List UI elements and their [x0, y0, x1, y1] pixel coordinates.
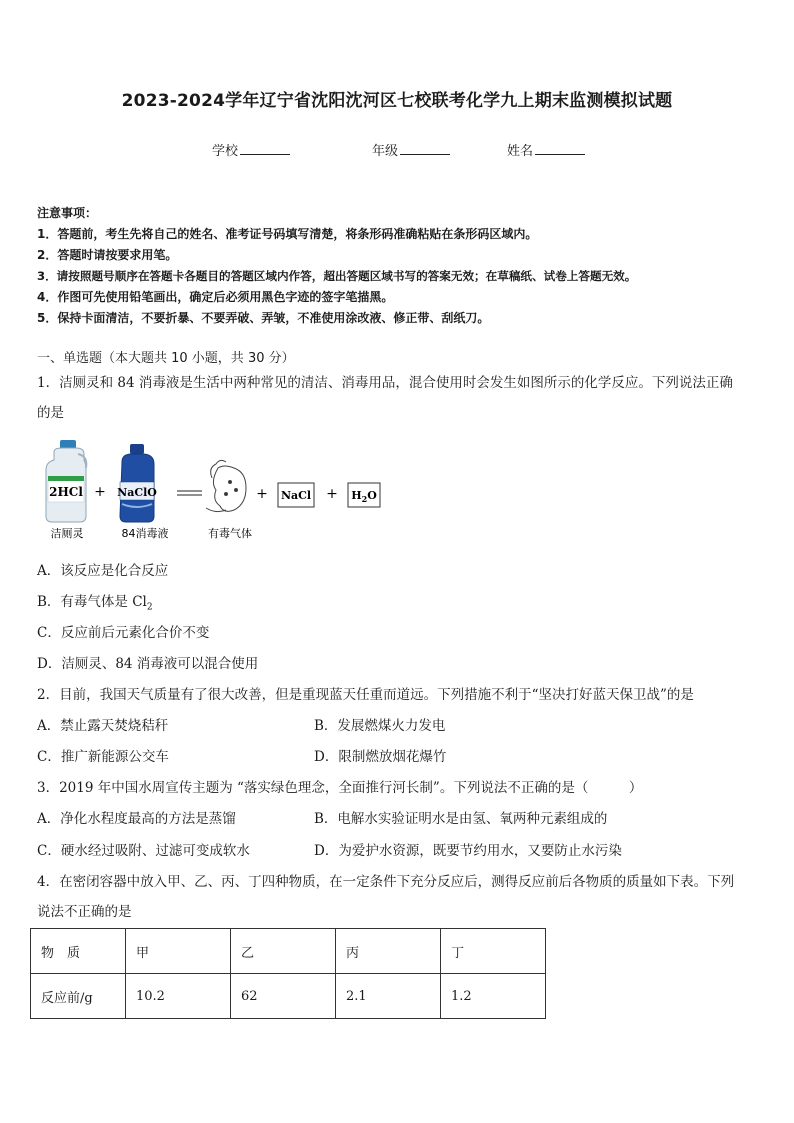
table-row [31, 974, 546, 1019]
grade-field[interactable] [372, 140, 450, 159]
toxic-gas-icon [206, 460, 246, 511]
note-item: 4．作图可先使用铅笔画出，确定后必须用黑色字迹的签字笔描黑。 [37, 290, 394, 304]
q1-stem-line1: 1．洁厕灵和 84 消毒液是生活中两种常见的清洁、消毒用品，混合使用时会发生如图所示的化学反应。下列说法正确 [37, 375, 733, 391]
table-header-cell: 物 质 [31, 929, 126, 974]
q3-option-b[interactable]: B．电解水实验证明水是由氢、氧两种元素组成的 [314, 811, 608, 827]
q1-option-b-text: B．有毒气体是 Cl [37, 594, 147, 610]
school-blank[interactable] [240, 142, 290, 155]
notes-block [37, 203, 767, 329]
notes-heading: 注意事项： [37, 206, 98, 220]
q2-option-d[interactable]: D．限制燃放烟花爆竹 [314, 749, 447, 765]
table-cell: 62 [231, 974, 336, 1019]
q2-option-a[interactable]: A．禁止露天焚烧秸秆 [37, 718, 169, 734]
school-label: 学校 [212, 144, 239, 159]
student-info-row [0, 140, 794, 160]
plus-sign: + [256, 486, 268, 502]
table-header-cell: 丙 [336, 929, 441, 974]
toilet-cleaner-bottle-icon [46, 440, 86, 522]
grade-blank[interactable] [400, 142, 450, 155]
table-header-cell: 丁 [441, 929, 546, 974]
reaction-svg [40, 438, 400, 548]
q1-option-d[interactable]: D．洁厕灵、84 消毒液可以混合使用 [37, 656, 259, 672]
q1-option-b[interactable] [37, 592, 153, 618]
plus-sign: + [326, 486, 338, 502]
table-cell: 反应前/g [31, 974, 126, 1019]
q3-option-c[interactable]: C．硬水经过吸附、过滤可变成软水 [37, 843, 250, 859]
name-label: 姓名 [507, 144, 534, 159]
name-field[interactable] [507, 140, 585, 159]
note-item: 2．答题时请按要求用笔。 [37, 248, 178, 262]
school-field[interactable] [212, 140, 290, 159]
q4-stem-line2: 说法不正确的是 [37, 904, 132, 920]
q3-option-a[interactable]: A．净化水程度最高的方法是蒸馏 [37, 811, 236, 827]
table-header-cell: 甲 [126, 929, 231, 974]
product1-formula: NaCl [280, 489, 312, 502]
q4-stem-line1: 4．在密闭容器中放入甲、乙、丙、丁四种物质，在一定条件下充分反应后，测得反应前后各物质的质量如下表。下列 [37, 874, 735, 890]
product2-formula: $H_2O$ [351, 489, 377, 504]
plus-sign: + [94, 484, 106, 500]
note-item: 3．请按照题号顺序在答题卡各题目的答题区域内作答，超出答题区域书写的答案无效；在草稿纸、试卷上答题无效。 [37, 269, 637, 283]
q1-stem-line2: 的是 [37, 405, 64, 421]
disinfectant-bottle-icon [120, 444, 154, 522]
table-cell: 1.2 [441, 974, 546, 1019]
q1-option-a[interactable]: A．该反应是化合反应 [37, 563, 169, 579]
bottle2-formula: NaClO [117, 486, 157, 499]
q2-option-b[interactable]: B．发展燃煤火力发电 [314, 718, 446, 734]
gas-caption: 有毒气体 [208, 527, 252, 540]
table-header-row [31, 929, 546, 974]
reaction-figure [40, 438, 400, 548]
q2-stem: 2．目前，我国天气质量有了很大改善，但是重现蓝天任重而道远。下列措施不利于“坚决打好蓝天保卫战”的是 [37, 687, 694, 703]
note-item: 1．答题前，考生先将自己的姓名、准考证号码填写清楚，将条形码准确粘贴在条形码区域内。 [37, 227, 538, 241]
q3-stem: 3．2019 年中国水周宣传主题为 “落实绿色理念，全面推行河长制”。下列说法不正确的是（ ） [37, 780, 643, 796]
table-cell: 2.1 [336, 974, 441, 1019]
name-blank[interactable] [535, 142, 585, 155]
q1-option-c[interactable]: C．反应前后元素化合价不变 [37, 625, 210, 641]
bottle1-caption: 洁厕灵 [50, 527, 84, 540]
q2-option-c[interactable]: C．推广新能源公交车 [37, 749, 169, 765]
bottle2-caption: 84消毒液 [121, 527, 169, 540]
q3-option-d[interactable]: D．为爱护水资源，既要节约用水，又要防止水污染 [314, 843, 622, 859]
table-cell: 10.2 [126, 974, 231, 1019]
mass-table [30, 928, 546, 1019]
grade-label: 年级 [372, 144, 399, 159]
bottle1-formula: 2HCl [49, 485, 83, 499]
section-title: 一、单选题（本大题共 10 小题，共 30 分） [37, 351, 295, 366]
q1-option-b-sub: 2 [146, 602, 153, 613]
note-item: 5．保持卡面清洁，不要折暴、不要弄破、弄皱，不准使用涂改液、修正带、刮纸刀。 [37, 311, 490, 325]
page-title: 2023-2024学年辽宁省沈阳沈河区七校联考化学九上期末监测模拟试题 [121, 91, 673, 111]
table-header-cell: 乙 [231, 929, 336, 974]
